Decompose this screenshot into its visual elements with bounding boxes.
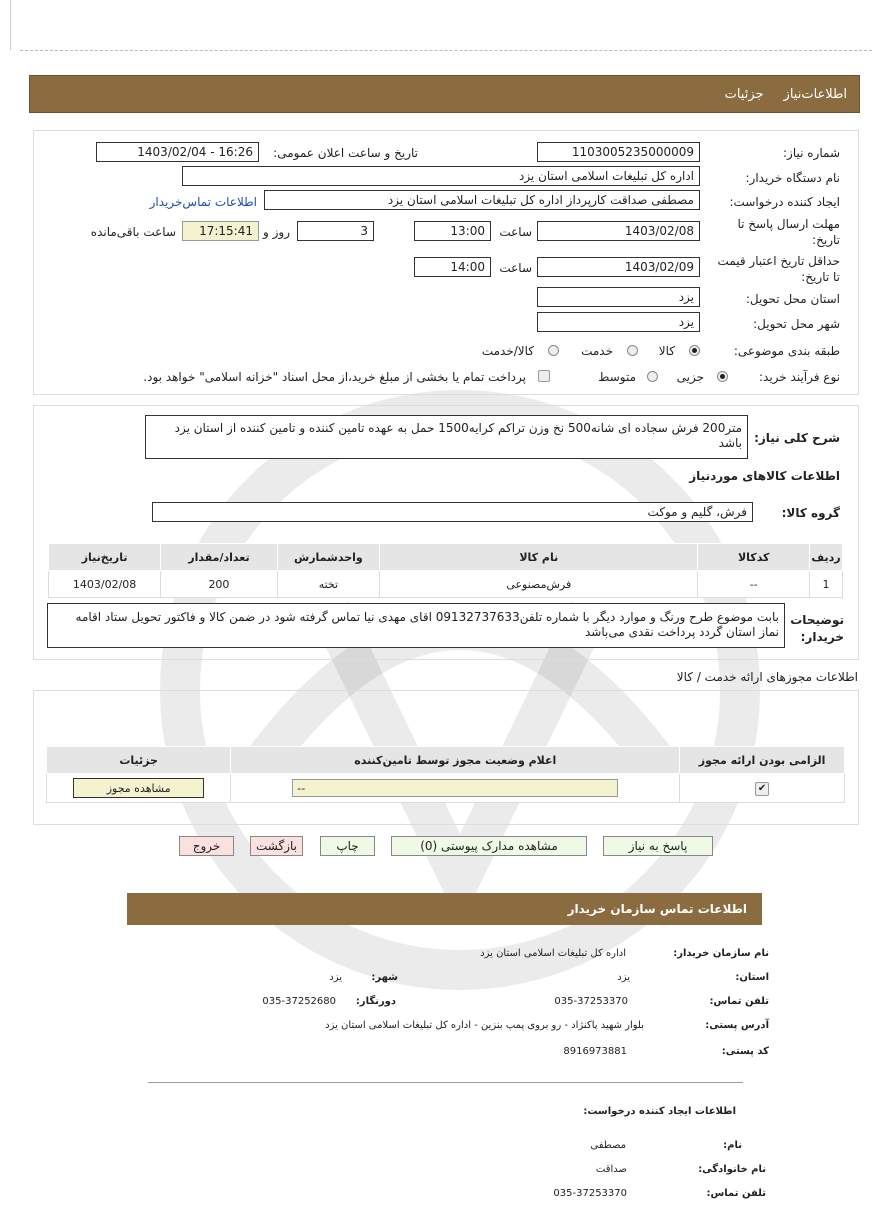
- goods-table-header: [49, 544, 843, 571]
- creator-label: ایجاد کننده درخواست:: [729, 195, 840, 209]
- remaining-time-badge: 17:15:41: [182, 221, 259, 241]
- buyer-contact-link[interactable]: اطلاعات تماس‌خریدار: [149, 195, 257, 209]
- validity-time-field: 14:00: [414, 257, 491, 277]
- goods-col-name: نام کالا: [380, 544, 698, 571]
- deadline-time-field: 13:00: [414, 221, 491, 241]
- permit-status-field: --: [292, 779, 618, 797]
- page-header: [29, 75, 860, 113]
- deadline-label-line2: تاریخ:: [812, 233, 840, 247]
- contact-org-value: اداره کل تبلیغات اسلامی استان یزد: [480, 948, 626, 959]
- process-partial-label: جزیی: [676, 370, 704, 384]
- permit-col-status: اعلام وضعیت مجوز توسط تامین‌کننده: [231, 747, 680, 774]
- category-goods-service-label: کالا/خدمت: [481, 344, 534, 358]
- need-number-field: 1103005235000009: [537, 142, 700, 162]
- creator-name-value: مصطفی: [590, 1140, 626, 1151]
- permit-col-required: الزامی بودن ارائه مجوز: [680, 747, 845, 774]
- validity-label-line2: تا تاریخ:: [801, 270, 840, 284]
- announce-date-label: تاریخ و ساعت اعلان عمومی:: [273, 146, 418, 160]
- contact-city-label: شهر:: [371, 972, 398, 983]
- exit-button[interactable]: خروج: [179, 836, 234, 856]
- creator-phone-value: 035-37253370: [553, 1188, 627, 1199]
- contact-phone-value: 035-37253370: [554, 996, 628, 1007]
- contact-section-header: اطلاعات تماس سازمان خریدار: [127, 893, 762, 925]
- view-permit-button[interactable]: مشاهده مجوز: [73, 778, 204, 798]
- validity-time-word: ساعت: [499, 261, 532, 275]
- deadline-label-line1: مهلت ارسال پاسخ تا: [737, 217, 840, 231]
- goods-cell-name: فرش‌مصنوعی: [380, 571, 698, 598]
- top-divider: [20, 50, 872, 51]
- goods-col-row: ردیف: [810, 544, 843, 571]
- province-label: استان محل تحویل:: [745, 292, 840, 306]
- contact-address-label: آدرس پستی:: [705, 1020, 769, 1031]
- contact-postal-value: 8916973881: [563, 1046, 627, 1057]
- category-service-radio[interactable]: [627, 345, 638, 356]
- buyer-notes-text: بابت موضوع طرح ورنگ و موارد دیگر با شماره تلفن09132737633 اقای مهدی نیا تماس گرفته شود در ضمن کالا و فاکتور تحویل ستاد اقامه نماز استان گردد پرداخت نقدی می‌باشد: [47, 603, 785, 648]
- goods-cell-row: 1: [810, 571, 843, 598]
- category-goods-radio[interactable]: [689, 345, 700, 356]
- frame-left-edge: [10, 0, 11, 50]
- category-goods-label: کالا: [658, 344, 675, 358]
- description-text: متر200 فرش سجاده ای شانه500 نخ وزن تراکم کرایه1500 حمل به عهده تامین کننده و تامین کننده از استان یزد باشد: [145, 415, 748, 459]
- contact-province-value: یزد: [617, 972, 630, 983]
- validity-label-line1: حداقل تاریخ اعتبار قیمت: [717, 254, 840, 268]
- need-number-label: شماره نیاز:: [783, 146, 840, 160]
- process-partial-radio[interactable]: [717, 371, 728, 382]
- buyer-org-label: نام دستگاه خریدار:: [745, 171, 840, 185]
- goods-col-unit: واحدشمارش: [277, 544, 379, 571]
- buyer-notes-label-line1: توضیحات: [790, 613, 844, 627]
- permit-status-cell: [231, 774, 680, 803]
- creator-field: مصطفی صداقت کارپرداز اداره کل تبلیغات اسلامی استان یزد: [264, 190, 700, 210]
- announce-date-field: 1403/02/04 - 16:26: [96, 142, 259, 162]
- process-medium-radio[interactable]: [647, 371, 658, 382]
- permits-table: [46, 746, 845, 803]
- treasury-payment-note: پرداخت تمام یا بخشی از مبلغ خرید،از محل اسناد "خزانه اسلامی" خواهد بود.: [143, 370, 526, 384]
- buyer-org-field: اداره کل تبلیغات اسلامی استان یزد: [182, 166, 700, 186]
- goods-cell-qty: 200: [161, 571, 277, 598]
- checked-checkbox-icon: ✔: [755, 782, 769, 796]
- contact-province-label: استان:: [735, 972, 769, 983]
- goods-col-date: تاریخ‌نیاز: [49, 544, 161, 571]
- goods-group-label: گروه کالا:: [781, 506, 840, 520]
- permit-details-cell: [47, 774, 231, 803]
- province-field: یزد: [537, 287, 700, 307]
- city-field: یزد: [537, 312, 700, 332]
- remaining-time-word: ساعت باقی‌مانده: [90, 225, 176, 239]
- permits-title: اطلاعات مجوزهای ارائه خدمت / کالا: [676, 670, 858, 684]
- permit-required-cell: [680, 774, 845, 803]
- category-goods-service-radio[interactable]: [548, 345, 559, 356]
- category-service-label: خدمت: [581, 344, 613, 358]
- attachments-button[interactable]: مشاهده مدارک پیوستی (0): [391, 836, 587, 856]
- days-word: روز و: [263, 225, 290, 239]
- back-button[interactable]: بازگشت: [250, 836, 303, 856]
- goods-col-code: کدکالا: [698, 544, 810, 571]
- contact-divider: [148, 1082, 743, 1083]
- tab-details[interactable]: جزئیات: [724, 86, 764, 102]
- buyer-notes-label-line2: خریدار:: [800, 630, 844, 644]
- creator-phone-label: تلفن تماس:: [706, 1188, 766, 1199]
- deadline-date-field: 1403/02/08: [537, 221, 700, 241]
- goods-cell-unit: تخته: [277, 571, 379, 598]
- creator-info-title: اطلاعات ایجاد کننده درخواست:: [583, 1106, 736, 1117]
- validity-date-field: 1403/02/09: [537, 257, 700, 277]
- contact-fax-value: 035-37252680: [262, 996, 336, 1007]
- contact-address-value: بلوار شهید پاکنژاد - رو بروی پمپ بنزین - اداره کل تبلیغات اسلامی استان یزد: [325, 1020, 644, 1031]
- tab-need-info[interactable]: اطلاعات‌نیاز: [783, 86, 847, 102]
- description-label: شرح کلی نیاز:: [754, 431, 840, 445]
- permits-table-header: [47, 747, 845, 774]
- goods-table: [48, 543, 843, 598]
- goods-info-title: اطلاعات کالاهای موردنیاز: [689, 469, 840, 483]
- table-row: [47, 774, 845, 803]
- process-label: نوع فرآیند خرید:: [759, 370, 840, 384]
- table-row: [49, 571, 843, 598]
- goods-col-qty: تعداد/مقدار: [161, 544, 277, 571]
- permit-col-details: جزئیات: [47, 747, 231, 774]
- creator-family-label: نام خانوادگی:: [698, 1164, 766, 1175]
- creator-name-label: نام:: [723, 1140, 742, 1151]
- deadline-time-word: ساعت: [499, 225, 532, 239]
- days-remaining-field: 3: [297, 221, 374, 241]
- goods-cell-code: --: [698, 571, 810, 598]
- print-button[interactable]: چاپ: [320, 836, 375, 856]
- contact-fax-label: دورنگار:: [355, 996, 396, 1007]
- reply-button[interactable]: پاسخ به نیاز: [603, 836, 713, 856]
- category-label: طبقه بندی موضوعی:: [733, 344, 840, 358]
- contact-phone-label: تلفن تماس:: [709, 996, 769, 1007]
- goods-group-field: فرش، گلیم و موکت: [152, 502, 753, 522]
- process-medium-label: متوسط: [598, 370, 636, 384]
- city-label: شهر محل تحویل:: [753, 317, 840, 331]
- contact-org-label: نام سازمان خریدار:: [673, 948, 769, 959]
- creator-family-value: صداقت: [595, 1164, 627, 1175]
- goods-cell-date: 1403/02/08: [49, 571, 161, 598]
- contact-postal-label: کد پستی:: [721, 1046, 769, 1057]
- contact-city-value: یزد: [329, 972, 342, 983]
- treasury-payment-checkbox[interactable]: [538, 370, 550, 382]
